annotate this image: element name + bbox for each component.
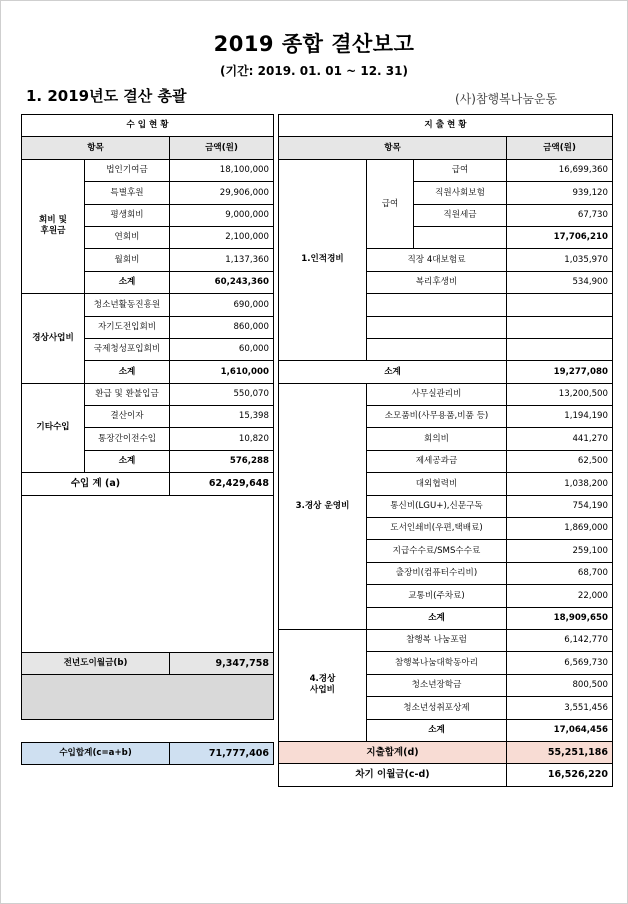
expense-item-name: 청소년성취포상제 xyxy=(367,697,507,719)
expense-item-name: 대외협력비 xyxy=(367,473,507,495)
income-item-name: 환급 및 환불입금 xyxy=(85,383,170,405)
expense-item-name: 도서인쇄비(우편,택배료) xyxy=(367,518,507,540)
expense-item-amount: 1,038,200 xyxy=(507,473,613,495)
table-row xyxy=(279,741,613,763)
table-row xyxy=(279,159,613,181)
income-item-name: 특별후원 xyxy=(85,182,170,204)
income-grand-total xyxy=(21,742,274,765)
table-row xyxy=(279,383,613,405)
expense-item-name: 참행복나눔대학동아리 xyxy=(367,652,507,674)
expense-item-amount: 259,100 xyxy=(507,540,613,562)
income-subtotal: 1,610,000 xyxy=(170,361,274,383)
income-item-amount: 1,137,360 xyxy=(170,249,274,271)
personnel-subtotal: 19,277,080 xyxy=(507,361,613,383)
income-item-name: 법인기여금 xyxy=(85,159,170,181)
salary-subtotal: 17,706,210 xyxy=(507,226,613,248)
salary-group-label: 급여 xyxy=(367,159,414,249)
income-col-item: 항목 xyxy=(22,137,170,159)
income-col-amount: 금액(원) xyxy=(170,137,274,159)
organization-name: (사)참행복나눔운동 xyxy=(455,92,558,106)
income-item-amount: 2,100,000 xyxy=(170,226,274,248)
expense-item-amount: 62,500 xyxy=(507,450,613,472)
report-period: (기간: 2019. 01. 01 ~ 12. 31) xyxy=(220,64,408,78)
expense-header: 지 출 현 황 xyxy=(279,115,613,137)
table-row xyxy=(22,473,274,495)
expense-item-amount: 22,000 xyxy=(507,585,613,607)
operations-subtotal: 18,909,650 xyxy=(507,607,613,629)
expense-item-name: 직장 4대보험료 xyxy=(367,249,507,271)
expense-total-label: 지출합계(d) xyxy=(279,741,507,763)
report-title: 2019 종합 결산보고 xyxy=(213,32,415,56)
income-total-a-label: 수입 계 (a) xyxy=(22,473,170,495)
expense-item-name: 회의비 xyxy=(367,428,507,450)
income-item-name: 결산이자 xyxy=(85,406,170,428)
balance-amount: 16,526,220 xyxy=(507,764,613,786)
income-item-amount: 15,398 xyxy=(170,406,274,428)
expense-item-amount: 939,120 xyxy=(507,182,613,204)
expense-item-amount: 534,900 xyxy=(507,271,613,293)
expense-item-amount: 1,869,000 xyxy=(507,518,613,540)
expense-item-name: 복리후생비 xyxy=(367,271,507,293)
carryover-label: 전년도이월금(b) xyxy=(22,652,170,674)
income-grand-total-amount: 71,777,406 xyxy=(170,743,274,765)
projects-subtotal: 17,064,456 xyxy=(507,719,613,741)
expense-category: 3.경상 운영비 xyxy=(279,383,367,629)
income-item-amount: 690,000 xyxy=(170,294,274,316)
expense-category: 1.인적경비 xyxy=(279,159,367,361)
income-category: 기타수입 xyxy=(22,383,85,473)
table-row xyxy=(279,361,613,383)
personnel-subtotal-label: 소계 xyxy=(279,361,507,383)
income-subtotal-label: 소계 xyxy=(85,361,170,383)
table-row xyxy=(22,159,274,181)
income-item-name: 연회비 xyxy=(85,226,170,248)
expense-item-amount: 754,190 xyxy=(507,495,613,517)
income-item-name: 청소년활동진흥원 xyxy=(85,294,170,316)
expense-table xyxy=(278,114,613,787)
income-item-name: 국제청성포입회비 xyxy=(85,338,170,360)
income-subtotal: 60,243,360 xyxy=(170,271,274,293)
expense-item-name: 제세공과금 xyxy=(367,450,507,472)
income-subtotal: 576,288 xyxy=(170,450,274,472)
empty-cell xyxy=(507,316,613,338)
expense-item-name: 급여 xyxy=(414,159,507,181)
expense-item-amount: 800,500 xyxy=(507,674,613,696)
income-item-amount: 860,000 xyxy=(170,316,274,338)
income-item-name: 통장간이전수입 xyxy=(85,428,170,450)
empty-cell xyxy=(367,294,507,316)
income-category: 경상사업비 xyxy=(22,294,85,384)
expense-item-amount: 6,569,730 xyxy=(507,652,613,674)
income-item-amount: 60,000 xyxy=(170,338,274,360)
expense-item-amount: 3,551,456 xyxy=(507,697,613,719)
expense-item-name: 소모품비(사무용품,비품 등) xyxy=(367,406,507,428)
carryover-amount: 9,347,758 xyxy=(170,652,274,674)
expense-item-name: 통신비(LGU+),신문구독 xyxy=(367,495,507,517)
expense-total-amount: 55,251,186 xyxy=(507,741,613,763)
income-item-amount: 550,070 xyxy=(170,383,274,405)
income-subtotal-label: 소계 xyxy=(85,450,170,472)
income-item-amount: 10,820 xyxy=(170,428,274,450)
expense-item-name: 직원세금 xyxy=(414,204,507,226)
table-row xyxy=(279,629,613,651)
expense-item-name: 사무실관리비 xyxy=(367,383,507,405)
income-item-amount: 18,100,000 xyxy=(170,159,274,181)
table-row xyxy=(279,764,613,786)
income-empty-area xyxy=(22,495,274,652)
empty-cell xyxy=(367,338,507,360)
expense-col-amount: 금액(원) xyxy=(507,137,613,159)
income-item-name: 자기도전입회비 xyxy=(85,316,170,338)
section-title: 1. 2019년도 결산 총괄 xyxy=(26,87,187,105)
income-item-name: 월회비 xyxy=(85,249,170,271)
expense-item-amount: 1,035,970 xyxy=(507,249,613,271)
table-row xyxy=(22,383,274,405)
expense-item-amount: 6,142,770 xyxy=(507,629,613,651)
expense-item-name: 청소년장학금 xyxy=(367,674,507,696)
income-grand-total-label: 수입합계(c=a+b) xyxy=(22,743,170,765)
expense-item-amount: 16,699,360 xyxy=(507,159,613,181)
expense-item-amount: 68,700 xyxy=(507,562,613,584)
projects-subtotal-label: 소계 xyxy=(367,719,507,741)
income-total-a: 62,429,648 xyxy=(170,473,274,495)
income-table xyxy=(21,114,274,720)
income-item-amount: 29,906,000 xyxy=(170,182,274,204)
empty-cell xyxy=(507,338,613,360)
expense-item-amount: 13,200,500 xyxy=(507,383,613,405)
expense-item-name: 교통비(주차료) xyxy=(367,585,507,607)
salary-subtotal-blank xyxy=(414,226,507,248)
expense-item-name: 출장비(컴퓨터수리비) xyxy=(367,562,507,584)
table-row xyxy=(22,652,274,674)
table-row xyxy=(22,294,274,316)
expense-item-amount: 441,270 xyxy=(507,428,613,450)
expense-col-item: 항목 xyxy=(279,137,507,159)
income-item-amount: 9,000,000 xyxy=(170,204,274,226)
income-category: 회비 및 후원금 xyxy=(22,159,85,293)
income-header: 수 입 현 황 xyxy=(22,115,274,137)
income-item-name: 평생회비 xyxy=(85,204,170,226)
income-subtotal-label: 소계 xyxy=(85,271,170,293)
expense-item-name: 지급수수료/SMS수수료 xyxy=(367,540,507,562)
empty-cell xyxy=(507,294,613,316)
expense-item-amount: 67,730 xyxy=(507,204,613,226)
balance-label: 차기 이월금(c-d) xyxy=(279,764,507,786)
expense-item-name: 직원사회보험 xyxy=(414,182,507,204)
expense-category: 4.경상 사업비 xyxy=(279,629,367,741)
expense-item-amount: 1,194,190 xyxy=(507,406,613,428)
income-blank-area xyxy=(22,675,274,720)
empty-cell xyxy=(367,316,507,338)
operations-subtotal-label: 소계 xyxy=(367,607,507,629)
expense-item-name: 참행복 나눔포럼 xyxy=(367,629,507,651)
